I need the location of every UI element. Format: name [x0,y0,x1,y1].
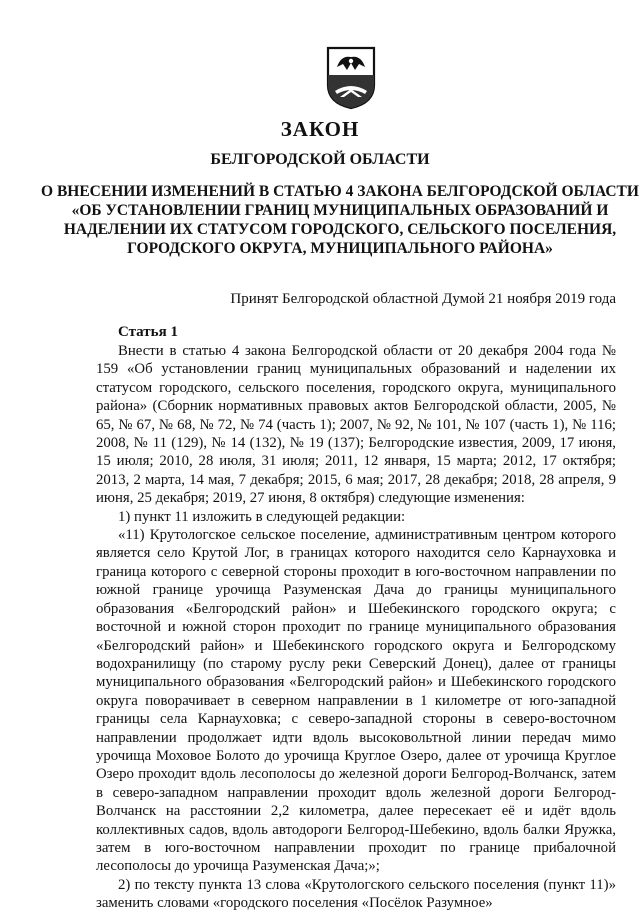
coat-of-arms-icon [325,45,377,111]
adoption-note: Принят Белгородской областной Думой 21 ноября 2019 года [230,291,616,307]
document-type: ЗАКОН [280,117,360,141]
article-paragraph: 2) по тексту пункта 13 слова «Крутологского сельского поселения (пункт 11)» заменить словами «городского поселения «Посёлок Разумное» [96,876,616,912]
article-body [96,342,616,913]
article-paragraph: 1) пункт 11 изложить в следующей редакции: [118,508,406,525]
issuing-region: БЕЛГОРОДСКОЙ ОБЛАСТИ [210,151,430,168]
law-title: О ВНЕСЕНИИ ИЗМЕНЕНИЙ В СТАТЬЮ 4 ЗАКОНА БЕЛГОРОДСКОЙ ОБЛАСТИ «ОБ УСТАНОВЛЕНИИ ГРАНИЦ МУНИЦИПАЛЬНЫХ ОБРАЗОВАНИЙ И НАДЕЛЕНИИ ИХ СТАТУСОМ ГОРОДСКОГО, СЕЛЬСКОГО ПОСЕЛЕНИЯ, ГОРОДСКОГО ОКРУГА, МУНИЦИПАЛЬНОГО РАЙОНА» [41,183,639,257]
article-paragraph: «11) Крутологское сельское поселение, административным центром которого является село Крутой Лог, в границах которого находится село Карнауховка и граница которого с северной стороны проходит в юго-восточном направлении по южной границе урочища Разуменская Дача до границы муниципального образования «Белгородский район» и Шебекинского городского округа; с восточной и южной сторон проходит по границе муниципального образования «Белгородский район» и Шебекинского городского округа и Белгородскому водохранилищу (по старому руслу реки Северский Донец), далее от границы муниципального образования «Белгородский район» и Шебекинского городского округа поворачивает в северном направлении в 1 километре от юго-западной границы села Карнауховка; с северо-западной стороны в северо-восточном направлении продолжает идти вдоль высоковольтной линии передач мимо урочища Моховое Болото до урочища Круглое Озеро, далее от урочища Круглое Озеро проходит вдоль лесополосы до железной дороги Белгород-Волчанск, затем в северо-западном направлении проходит вдоль железной дороги Белгород-Волчанск на расстоянии 2,2 километра, далее пересекает её и идёт вдоль коллективных садов, вдоль автодороги Белгород-Шебекино, вдоль балки Яружка, затем в юго-восточном направлении проходит по границе прибалочной лесополосы до урочища Разуменская Дача;»; [96,527,616,875]
article-paragraph: Внести в статью 4 закона Белгородской области от 20 декабря 2004 года № 159 «Об установлении границ муниципальных образований и наделении их статусом городского, сельского поселения, городского округа, муниципального района» (Сборник нормативных правовых актов Белгородской области, 2005, № 65, № 67, № 68, № 72, № 74 (часть 1); 2007, № 92, № 101, № 107 (часть 1), № 116; 2008, № 11 (129), № 14 (132), № 19 (137); Белгородские известия, 2009, 17 июня, 15 июля; 2010, 28 июля, 31 июля; 2011, 12 января, 15 марта; 2012, 17 октября; 2013, 2 марта, 14 мая, 7 декабря; 2015, 6 мая; 2017, 28 декабря; 2018, 28 апреля, 9 июня, 25 декабря; 2019, 27 июня, 8 октября) следующие изменения: [96,343,616,507]
article-title: Статья 1 [118,324,178,340]
